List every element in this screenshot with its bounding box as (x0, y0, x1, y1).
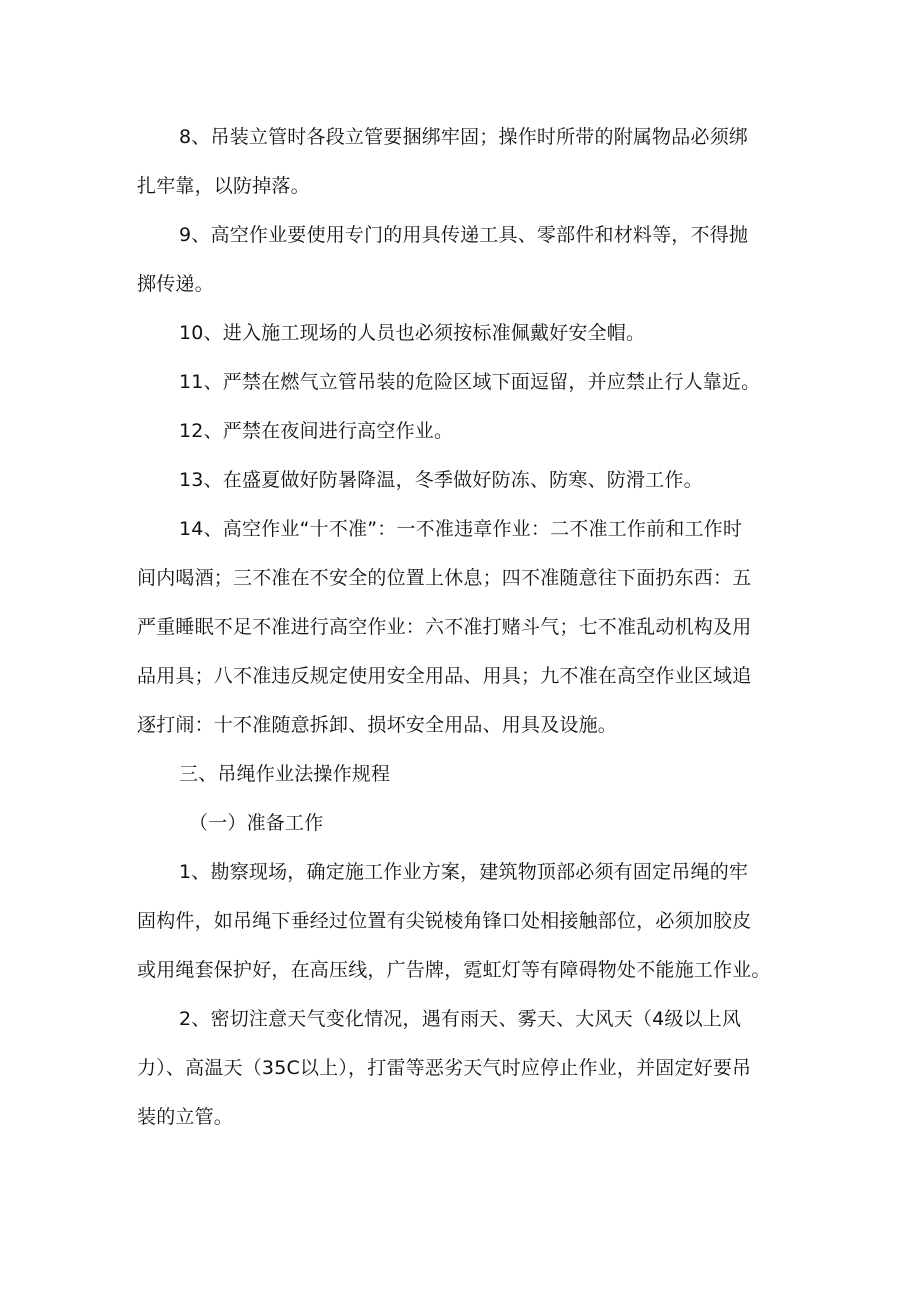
text-line: 扎牢靠，以防掉落。 (137, 175, 310, 197)
text-line: 11、严禁在燃气立管吊装的危险区域下面逗留，并应禁止行人靠近。 (179, 371, 761, 393)
text-line: 1、勘察现场，确定施工作业方案，建筑物顶部必须有固定吊绳的牢 (179, 861, 749, 883)
text-line: 掷传递。 (137, 273, 214, 295)
text-line: 12、严禁在夜间进行高空作业。 (179, 420, 454, 442)
text-line: 13、在盛夏做好防暑降温，冬季做好防冻、防寒、防滑工作。 (179, 469, 703, 491)
text-line: 10、进入施工现场的人员也必须按标准佩戴好安全帽。 (179, 322, 646, 344)
text-line: 严重睡眠不足不准进行高空作业：六不准打赌斗气；七不准乱动机构及用 (137, 616, 752, 638)
text-line: 装的立管。 (137, 1106, 234, 1128)
text-line: 或用绳套保护好，在高压线，广告牌，霓虹灯等有障碍物处不能施工作业。 (137, 959, 771, 981)
text-line: 2、密切注意天气变化情况，遇有雨天、雾天、大风天（4级以上风 (179, 1008, 742, 1030)
section-heading-text: 三、吊绳作业法操作规程 (179, 763, 391, 785)
text-line: 固构件，如吊绳下垂经过位置有尖锐棱角锋口处相接触部位，必须加胶皮 (137, 910, 752, 932)
text-line: 逐打闹：十不准随意拆卸、损坏安全用品、用具及设施。 (137, 714, 618, 736)
text-line: 8、吊装立管时各段立管要捆绑牢固；操作时所带的附属物品必须绑 (179, 126, 749, 148)
text-line: 9、高空作业要使用专门的用具传递工具、零部件和材料等，不得抛 (179, 224, 749, 246)
text-line: 间内喝酒；三不准在不安全的位置上休息；四不准随意往下面扔东西：五 (137, 567, 752, 589)
text-line: 品用具；八不准违反规定使用安全用品、用具；九不准在高空作业区域追 (137, 665, 752, 687)
text-line: 力）、高温天（35C以上），打雷等恶劣天气时应停止作业，并固定好要吊 (137, 1057, 752, 1079)
text-line: 14、高空作业“十不准”：一不准违章作业：二不准工作前和工作时 (179, 518, 743, 540)
subsection-heading-text: （一）准备工作 (189, 812, 324, 834)
